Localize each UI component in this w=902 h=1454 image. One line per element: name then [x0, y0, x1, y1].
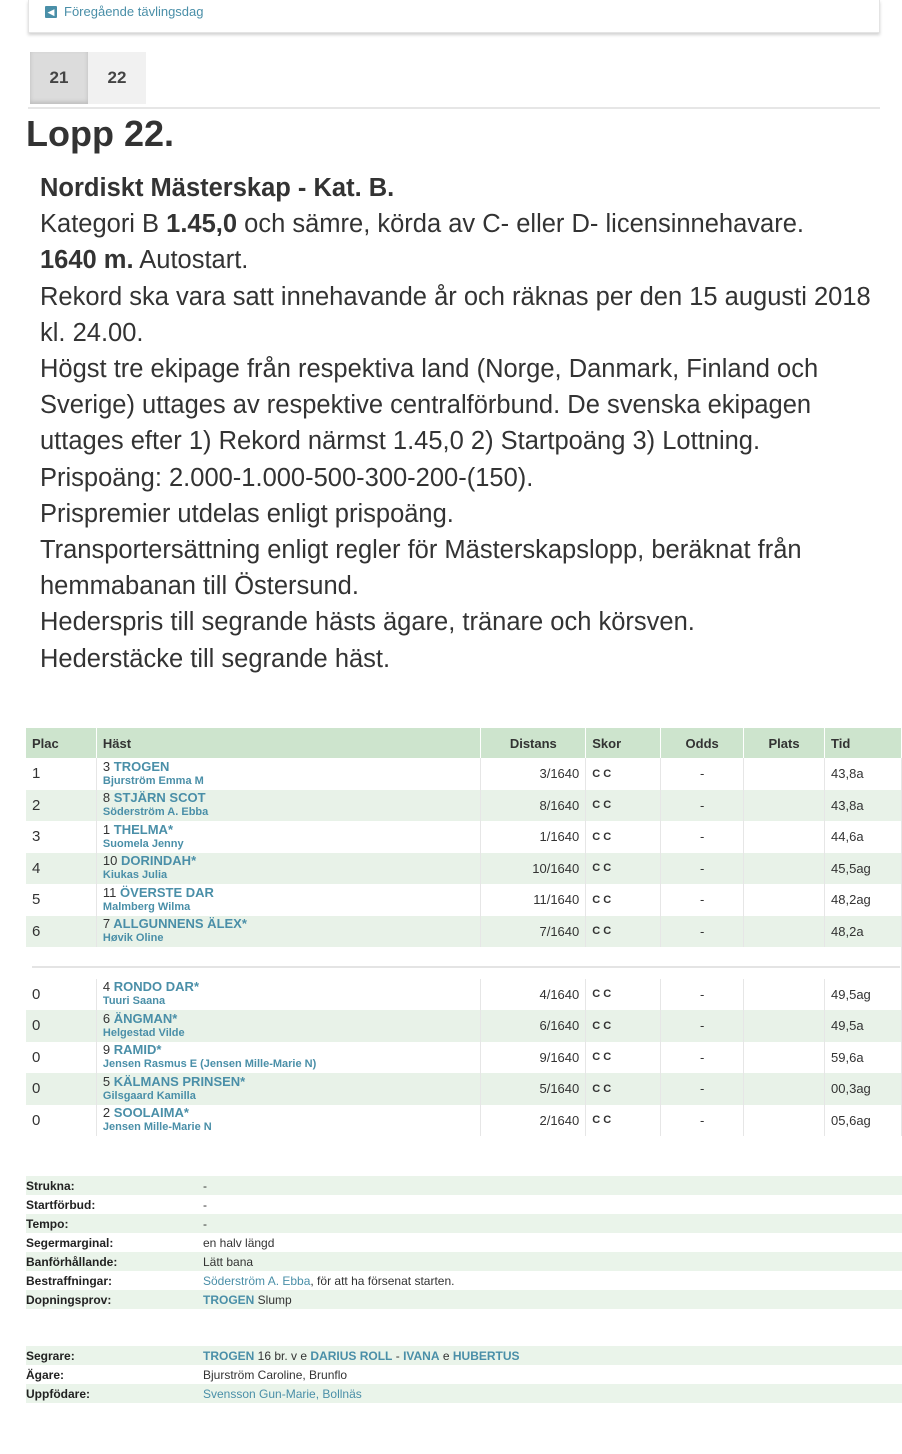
row-odds: - — [661, 1105, 744, 1137]
row-horse — [96, 916, 480, 948]
dopningsprov-value: TROGEN Slump — [203, 1290, 902, 1309]
row-distans: 3/1640 — [481, 758, 586, 790]
row-odds: - — [661, 821, 744, 853]
horse-link[interactable]: 8 STJÄRN SCOT — [102, 790, 206, 806]
row-skor: CC — [586, 821, 661, 853]
row-plats — [744, 1010, 825, 1042]
row-plats — [744, 916, 825, 948]
race-rekord: Rekord ska vara satt innehavande år och räknas per den 15 augusti 2018 kl. 24.00. — [40, 282, 871, 347]
dam-link[interactable]: IVANA — [403, 1348, 440, 1363]
race-prispremier: Prispremier utdelas enligt prispoäng. — [40, 499, 454, 528]
row-horse — [96, 1010, 480, 1042]
race-category: Kategori B 1.45,0 och sämre, körda av C- eller D- licensinnehavare. — [40, 210, 804, 239]
bestraffningar-driver-link[interactable]: Söderström A. Ebba — [203, 1273, 311, 1288]
col-skor[interactable]: Skor — [586, 728, 661, 758]
row-plac: 2 — [26, 790, 96, 822]
row-plats — [744, 1073, 825, 1105]
race-hederspris: Hederspris till segrande hästs ägare, tränare och körsven. — [40, 608, 695, 637]
driver-link[interactable]: Høvik Oline — [102, 932, 164, 945]
race-ekipage: Högst tre ekipage från respektiva land (Norge, Danmark, Finland och Sverige) uttages av respektive centralförbund. De svenska ekipagen uttages efter 1) Rekord närmst 1.45,0 2) Startpoäng 3) Lottning. — [40, 355, 819, 456]
row-odds: - — [661, 916, 744, 948]
row-plac: 3 — [26, 821, 96, 853]
race-transport: Transportersättning enligt regler för Mästerskapslopp, beräknat från hemmabanan till Östersund. — [40, 536, 802, 601]
row-plats — [744, 1042, 825, 1074]
row-horse — [96, 884, 480, 916]
row-plac: 1 — [26, 758, 96, 790]
row-distans: 1/1640 — [481, 821, 586, 853]
horse-link[interactable]: 7 ALLGUNNENS ÄLEX* — [102, 916, 247, 932]
row-plac: 0 — [26, 979, 96, 1011]
page-title: Lopp 22. — [26, 113, 175, 154]
row-skor: CC — [586, 916, 661, 948]
banforhallande-label: Banförhållande: — [26, 1252, 203, 1271]
row-odds: - — [661, 884, 744, 916]
startforbud-label: Startförbud: — [26, 1197, 96, 1212]
row-distans: 11/1640 — [481, 884, 586, 916]
row-skor: CC — [586, 1042, 661, 1074]
race-info-table — [26, 1176, 902, 1309]
row-tid: 44,6a — [825, 821, 902, 853]
driver-link[interactable]: Bjurström Emma M — [102, 774, 204, 787]
damsire-link[interactable]: HUBERTUS — [452, 1348, 520, 1363]
results-table — [26, 728, 902, 1136]
row-plats — [744, 758, 825, 790]
row-tid: 43,8a — [825, 758, 902, 790]
day-tabs — [28, 52, 880, 109]
bestraffningar-label: Bestraffningar: — [26, 1273, 113, 1288]
horse-link[interactable]: 4 RONDO DAR* — [102, 979, 200, 995]
row-odds: - — [661, 1042, 744, 1074]
row-plats — [744, 979, 825, 1011]
row-tid: 49,5ag — [825, 979, 902, 1011]
table-row — [26, 1010, 902, 1042]
race-description — [40, 170, 890, 677]
row-skor: CC — [586, 1010, 661, 1042]
row-skor: CC — [586, 853, 661, 885]
driver-link[interactable]: Kiukas Julia — [102, 869, 168, 882]
row-plac: 0 — [26, 1042, 96, 1074]
col-plats[interactable]: Plats — [744, 728, 825, 758]
row-skor: CC — [586, 1073, 661, 1105]
row-tid: 05,6ag — [825, 1105, 902, 1137]
tab-21[interactable]: 21 — [30, 52, 88, 104]
table-row — [26, 916, 902, 948]
table-row — [26, 1105, 902, 1137]
row-tid: 48,2ag — [825, 884, 902, 916]
row-skor: CC — [586, 1105, 661, 1137]
agare-label: Ägare: — [26, 1367, 65, 1382]
horse-link[interactable]: 11 ÖVERSTE DAR — [102, 884, 214, 900]
row-horse — [96, 1105, 480, 1137]
col-distans[interactable]: Distans — [481, 728, 586, 758]
horse-link[interactable]: 6 ÄNGMAN* — [102, 1010, 178, 1026]
driver-link[interactable]: Gilsgaard Kamilla — [102, 1089, 196, 1102]
row-distans: 7/1640 — [481, 916, 586, 948]
driver-link[interactable]: Jensen Mille-Marie N — [102, 1121, 212, 1134]
table-row — [26, 853, 902, 885]
row-horse — [96, 758, 480, 790]
row-skor: CC — [586, 884, 661, 916]
row-plac: 5 — [26, 884, 96, 916]
row-skor: CC — [586, 790, 661, 822]
dopningsprov-label: Dopningsprov: — [26, 1290, 203, 1309]
row-plac: 0 — [26, 1105, 96, 1137]
row-horse — [96, 821, 480, 853]
dopningsprov-horse-link[interactable]: TROGEN — [203, 1292, 255, 1307]
col-plac[interactable]: Plac — [26, 728, 96, 758]
agare-value: Bjurström Caroline, Brunflo — [203, 1367, 348, 1382]
row-plac: 0 — [26, 1073, 96, 1105]
breeder-link[interactable]: Svensson Gun-Marie, Bollnäs — [203, 1386, 362, 1401]
row-horse — [96, 790, 480, 822]
segrare-value: TROGEN 16 br. v e DARIUS ROLL - IVANA e HUBERTUS — [203, 1346, 902, 1365]
table-row — [26, 758, 902, 790]
row-tid: 59,6a — [825, 1042, 902, 1074]
tempo-value: - — [203, 1214, 902, 1233]
race-prispoang: Prispoäng: 2.000-1.000-500-300-200-(150). — [40, 463, 534, 492]
row-skor: CC — [586, 758, 661, 790]
row-odds: - — [661, 1010, 744, 1042]
winner-info-table — [26, 1346, 902, 1403]
previous-day-label: Föregående tävlingsdag — [64, 4, 204, 19]
table-row — [26, 1073, 902, 1105]
previous-day-link[interactable] — [45, 4, 204, 19]
col-odds[interactable]: Odds — [661, 728, 744, 758]
row-tid: 00,3ag — [825, 1073, 902, 1105]
row-distans: 5/1640 — [481, 1073, 586, 1105]
row-odds: - — [661, 979, 744, 1011]
row-distans: 8/1640 — [481, 790, 586, 822]
winner-horse-link[interactable]: TROGEN — [203, 1348, 255, 1363]
startforbud-value: - — [203, 1197, 207, 1212]
row-tid: 45,5ag — [825, 853, 902, 885]
row-plac: 4 — [26, 853, 96, 885]
row-tid: 48,2a — [825, 916, 902, 948]
row-distans: 9/1640 — [481, 1042, 586, 1074]
row-plats — [744, 884, 825, 916]
chevron-left-icon: ◀ — [45, 6, 57, 18]
driver-link[interactable]: Malmberg Wilma — [102, 900, 191, 913]
driver-link[interactable]: Suomela Jenny — [102, 837, 184, 850]
segrare-label: Segrare: — [26, 1346, 203, 1365]
race-distance: 1640 m. Autostart. — [40, 246, 249, 275]
col-tid[interactable]: Tid — [825, 728, 902, 758]
divider — [32, 966, 900, 968]
horse-link[interactable]: 1 THELMA* — [102, 821, 173, 837]
row-tid: 49,5a — [825, 1010, 902, 1042]
row-plac: 0 — [26, 1010, 96, 1042]
strukna-value: - — [203, 1176, 902, 1195]
row-plats — [744, 1105, 825, 1137]
strukna-label: Strukna: — [26, 1176, 203, 1195]
row-horse — [96, 979, 480, 1011]
table-row — [26, 979, 902, 1011]
results-header — [26, 728, 902, 758]
tab-22[interactable]: 22 — [88, 52, 146, 104]
uppfodare-label: Uppfödare: — [26, 1384, 203, 1403]
horse-link[interactable]: 5 KÄLMANS PRINSEN* — [102, 1073, 246, 1089]
race-name: Nordiskt Mästerskap - Kat. B. — [40, 174, 395, 202]
segermarginal-label: Segermarginal: — [26, 1235, 114, 1250]
row-distans: 6/1640 — [481, 1010, 586, 1042]
row-plac: 6 — [26, 916, 96, 948]
row-plats — [744, 853, 825, 885]
segermarginal-value: en halv längd — [203, 1235, 275, 1250]
col-hast[interactable]: Häst — [96, 728, 480, 758]
driver-link[interactable]: Helgestad Vilde — [102, 1026, 185, 1039]
driver-link[interactable]: Tuuri Saana — [102, 995, 166, 1008]
table-row — [26, 884, 902, 916]
row-horse — [96, 1042, 480, 1074]
race-hederstacke: Hederstäcke till segrande häst. — [40, 644, 391, 673]
row-skor: CC — [586, 979, 661, 1011]
table-row — [26, 1042, 902, 1074]
uppfodare-value — [203, 1384, 902, 1403]
sire-link[interactable]: DARIUS ROLL — [310, 1348, 393, 1363]
table-row — [26, 790, 902, 822]
tempo-label: Tempo: — [26, 1214, 203, 1233]
row-distans: 10/1640 — [481, 853, 586, 885]
horse-link[interactable]: 2 SOOLAIMA* — [102, 1105, 189, 1121]
horse-link[interactable]: 9 RAMID* — [102, 1042, 162, 1058]
driver-link[interactable]: Söderström A. Ebba — [102, 806, 209, 819]
row-odds: - — [661, 1073, 744, 1105]
horse-link[interactable]: 10 DORINDAH* — [102, 853, 197, 869]
row-plats — [744, 821, 825, 853]
horse-link[interactable]: 3 TROGEN — [102, 758, 170, 774]
row-plats — [744, 790, 825, 822]
top-nav-bar — [28, 0, 880, 33]
row-odds: - — [661, 790, 744, 822]
row-odds: - — [661, 853, 744, 885]
row-horse — [96, 853, 480, 885]
row-distans: 2/1640 — [481, 1105, 586, 1137]
bestraffningar-value: Söderström A. Ebba, för att ha försenat starten. — [203, 1273, 455, 1288]
row-tid: 43,8a — [825, 790, 902, 822]
banforhallande-value: Lätt bana — [203, 1252, 902, 1271]
row-distans: 4/1640 — [481, 979, 586, 1011]
driver-link[interactable]: Jensen Rasmus E (Jensen Mille-Marie N) — [102, 1058, 317, 1071]
row-odds: - — [661, 758, 744, 790]
row-horse — [96, 1073, 480, 1105]
table-row — [26, 821, 902, 853]
